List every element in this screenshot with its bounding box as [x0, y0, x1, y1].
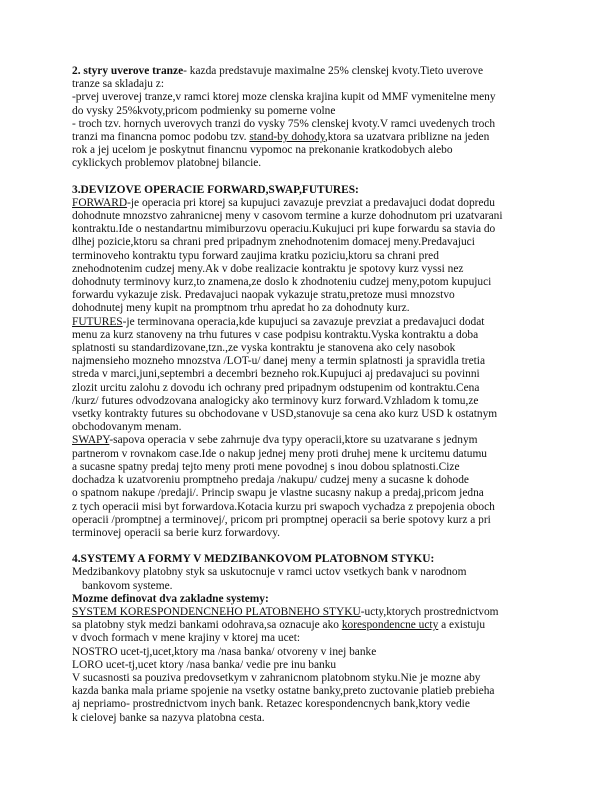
text-line: rok a jej ucelom je poskytnut financnu vypomoc na prekonanie kratkodobych alebo	[72, 144, 453, 157]
text-line: znehodnotenim cudzej meny.Ak v dobe realizacie kontraktu je spotovy kurz vyssi nez	[72, 262, 464, 275]
text-line: obchodovanym menam.	[72, 421, 182, 434]
underlined-term: FUTURES	[72, 315, 123, 328]
text-span: sa platobny styk medzi bankami odohrava,sa oznacuje ako	[72, 619, 342, 632]
section-heading: 4.SYSTEMY A FORMY V MEDZIBANKOVOM PLATOBNOM STYKU:	[72, 553, 435, 566]
text-line: -prvej uverovej tranze,v ramci ktorej moze clenska krajina kupit od MMF vymenitelne meny	[72, 91, 496, 104]
underlined-term: FORWARD	[72, 196, 128, 209]
text-line: dohodnutej meny kupit na promptnom trhu apredat ho za dohodnuty kurz.	[72, 302, 410, 315]
text-line: /kurz/ futures odvodzovana analogicky ako terminovy kurz forward.Vzhladom k tomu,ze	[72, 394, 479, 407]
underlined-term: stand-by dohody	[249, 131, 325, 144]
section-3	[72, 184, 542, 540]
paragraph-line	[72, 131, 542, 144]
text-span: ,ktora sa uzatvara priblizne na jeden	[324, 131, 490, 144]
text-line: - troch tzv. hornych uverovych tranzi do vysky 75% clenskej kvoty.V ramci uvedenych troch	[72, 117, 496, 130]
section-2	[72, 65, 542, 171]
text-span: -ucty,ktorych prostrednictvom	[360, 605, 499, 618]
text-line: NOSTRO ucet-tj,ucet,ktory ma /nasa banka/ otvoreny v inej banke	[72, 645, 377, 658]
section-heading: 2. styry uverove tranze	[72, 65, 184, 77]
text-line: kontraktu.Ide o nestandartnu mimiburzovu operaciu.Kukujuci pri kupe forwardu sa stavia do	[72, 223, 496, 236]
text-span: -sapova operacia v sebe zahrnuje dva typy operacii,ktore su uzatvarane s jednym	[109, 434, 478, 447]
text-span: -je terminovana operacia,kde kupujuci sa zavazuje prevziat a predavajuci dodat	[122, 315, 485, 328]
text-line: cyklickych problemov platobnej bilancie.	[72, 157, 262, 170]
text-line: tranze sa skladaju z:	[72, 78, 165, 91]
text-line: kazda banka mala priame spojenie na vsetky ostatne banky,preto zuctovanie platieb prebieha	[72, 685, 495, 698]
text-span: tranzi ma financna pomoc podobu tzv.	[72, 131, 250, 144]
paragraph-line	[72, 619, 542, 632]
text-line: V sucasnosti sa pouziva predovsetkym v zahranicnom platobnom styku.Nie je mozne aby	[72, 671, 481, 684]
text-line: bankovom systeme.	[82, 579, 173, 592]
text-line: streda v marci,juni,septembri a decembri bezneho rok.Kupujuci aj predavajuci su povinni	[72, 368, 480, 381]
text-line: splatnosti su standardizovane,tzn.,ze vyska kontraktu je stanovena ako cely nasobok	[72, 342, 456, 355]
underlined-term: SWAPY	[72, 434, 110, 447]
paragraph-line	[72, 197, 542, 210]
text-line: a sucasne spatny predaj tejto meny proti mene povodnej s inou dobou splatnosti.Cize	[72, 460, 460, 473]
text-line: LORO ucet-tj,ucet ktory /nasa banka/ vedie pre inu banku	[72, 658, 337, 671]
text-line: o spatnom nakupe /predaji/. Princip swapu je vlastne sucasny nakup a predaj,pricom jedna	[72, 487, 484, 500]
underlined-term: korespondencne ucty	[341, 619, 439, 632]
text-line: - kazda predstavuje maximalne 25% clenskej kvoty.Tieto uverove	[183, 65, 484, 77]
text-line: v dvoch formach v mene krajiny v ktorej ma ucet:	[72, 632, 301, 645]
text-line: terminovej operacii sa berie kurz forwardovy.	[72, 526, 281, 539]
bold-subheading: Mozme definovat dva zakladne systemy:	[72, 592, 269, 605]
paragraph-line	[72, 434, 542, 447]
text-line: do vysky 25%kvoty,pricom podmienky su pomerne volne	[72, 104, 336, 117]
text-line: dlhej pozicie,ktoru sa chrani pred pripadnym znehodnotenim domacej meny.Predavajuci	[72, 236, 475, 249]
text-line: vsetky kontrakty futures su obchodovane v USD,stanovuje sa cena ako kurz USD k ostatnym	[72, 408, 498, 421]
text-line: k cielovej banke sa nazyva platobna cesta.	[72, 711, 265, 724]
paragraph-line	[72, 606, 542, 619]
text-line: dohodnute mnozstvo zahranicnej meny v casovom termine a kurze dohodnutom pri uzatvarani	[72, 210, 503, 223]
text-line: menu za kurz stanoveny na trhu futures v case podpisu kontraktu.Vyska kontraktu a doba	[72, 328, 479, 341]
text-line: partnerom v rovnakom case.Ide o nakup jednej meny proti druhej mene k urcitemu datumu	[72, 447, 487, 460]
paragraph-line	[72, 316, 542, 329]
text-line: z tych operacii misi byt forwardova.Kotacia kurzu pri swapoch vychadza z prepojenia oboch	[72, 500, 495, 513]
section-heading: 3.DEVIZOVE OPERACIE FORWARD,SWAP,FUTURES:	[72, 183, 359, 196]
text-line: dochadza k uzatvoreniu promptneho predaja /nakupu/ cudzej meny a sucasne k dohode	[72, 474, 469, 487]
text-span: a existuju	[438, 619, 486, 632]
paragraph-line	[72, 65, 542, 78]
text-line: forwardu vykazuje zisk. Predavajuci naopak vykazuje stratu,pretoze musi mnozstvo	[72, 289, 455, 302]
document-page	[72, 65, 542, 725]
text-line: najmensieho mozneho mnozstva /LOT-u/ danej meny a termin splatnosti ja spravidla tretia	[72, 355, 486, 368]
text-line: zlozit urcitu zalohu z dovodu ich ochrany pred pripadnym odstupenim od kontraktu.Cena	[72, 381, 480, 394]
text-line: terminoveho kontraktu typu forward zaujima kratku poziciu,ktoru sa chrani pred	[72, 249, 439, 262]
text-line: Medzibankovy platobny styk sa uskutocnuje v ramci uctov vsetkych bank v narodnom	[72, 566, 467, 579]
section-4	[72, 553, 542, 725]
text-line: dohodnuty terminovy kurz,to znamena,ze doslo k zhodnoteniu cudzej meny,potom kupujuci	[72, 276, 492, 289]
underlined-term: SYSTEM KORESPONDENCNEHO PLATOBNEHO STYKU	[72, 605, 361, 618]
text-line: operacii /promptnej a terminovej/, pricom pri promptnej operacii sa berie spotovy kurz a pri	[72, 513, 491, 526]
text-line: aj nepriamo- prostrednictvom inych bank. Retazec korespondencnych bank,ktory vedie	[72, 698, 470, 711]
text-span: -je operacia pri ktorej sa kupujuci zavazuje prevziat a predavajuci dodat dopredu	[127, 196, 495, 209]
